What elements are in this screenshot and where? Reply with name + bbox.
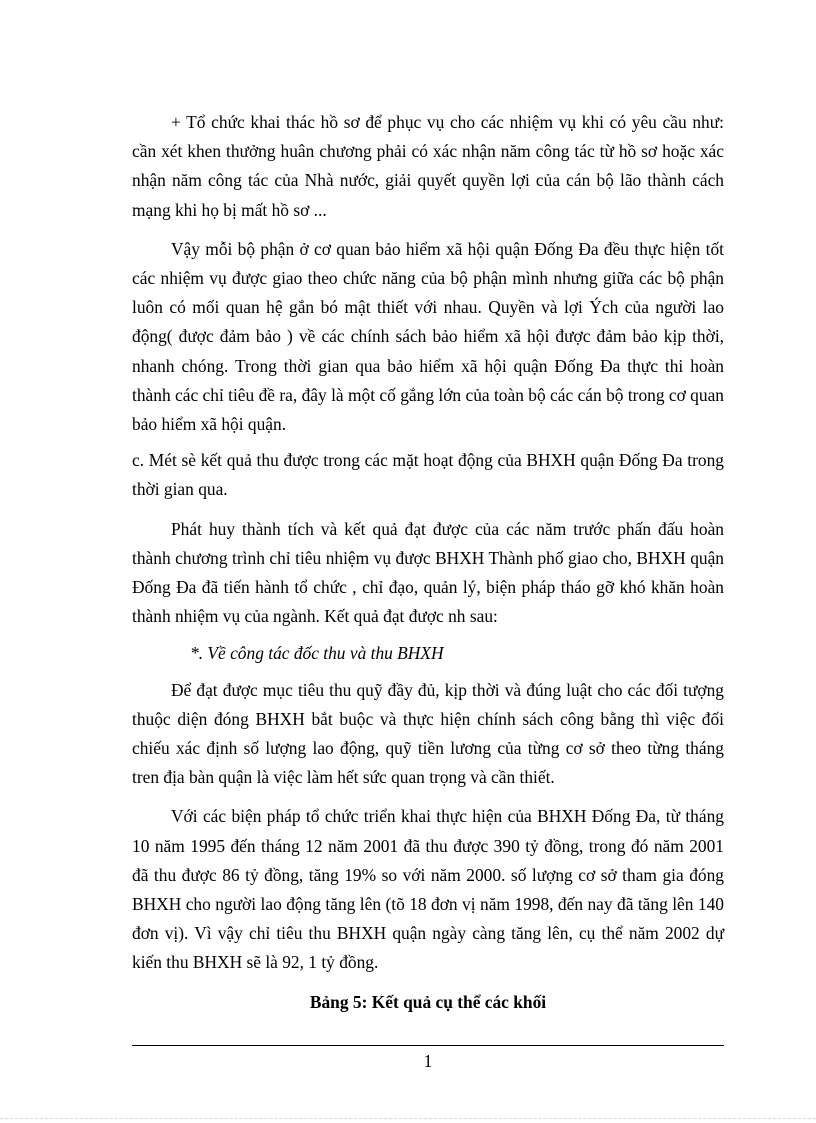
table-caption: Bảng 5: Kết quả cụ thể các khối	[309, 991, 547, 1012]
paragraph-achievements: Phát huy thành tích và kết quả đạt được của các năm trước phấn đấu hoàn thành chương trình chỉ tiêu nhiệm vụ được BHXH Thành phố giao cho, BHXH quận Đống Đa đã tiến hành tổ chức , chỉ đạo, quản lý, biện pháp tháo gỡ khó khăn hoàn thành nhiệm vụ của ngành. Kết quả đạt được nh sau:	[132, 518, 724, 627]
subsection-heading-collection: *. Về công tác đốc thu và thu BHXH	[190, 643, 444, 664]
paragraph-department-coordination: Vậy mỗi bộ phận ở cơ quan bảo hiểm xã hội quận Đống Đa đều thực hiện tốt các nhiệm vụ được giao theo chức năng của bộ phận mình nhưng giữa các bộ phận luôn có mối quan hệ gắn bó mật thiết với nhau. Quyền và lợi Ých của người lao động( được đảm bảo ) về các chính sách bảo hiểm xã hội được đảm bảo kịp thời, nhanh chóng. Trong thời gian qua bảo hiểm xã hội quận Đống Đa thực thi hoàn thành các chỉ tiêu đề ra, đây là một cố gắng lớn của toàn bộ các cán bộ trong cơ quan bảo hiểm xã hội quận.	[132, 238, 724, 435]
page-number: 1	[423, 1051, 433, 1071]
paragraph-archive-exploitation: + Tổ chức khai thác hồ sơ để phục vụ cho các nhiệm vụ khi có yêu cầu như: cần xét khen thưởng huân chương phải có xác nhận năm công tác từ hồ sơ hoặc xác nhận năm công tác của Nhà nước, giải quyết quyền lợi của cán bộ lão thành cách mạng khi họ bị mất hồ sơ ...	[132, 112, 724, 220]
paragraph-collection-results: Với các biện pháp tổ chức triển khai thực hiện của BHXH Đống Đa, từ tháng 10 năm 1995 đến tháng 12 năm 2001 đã thu được 390 tỷ đồng, trong đó năm 2001 đã thu được 86 tỷ đồng, tăng 19% so với năm 2000. số lượng cơ sở tham gia đóng BHXH cho người lao động tăng lên (tõ 18 đơn vị năm 1998, đến nay đã tăng lên 140 đơn vị). Vì vậy chỉ tiêu thu BHXH quận ngày càng tăng lên, cụ thể năm 2002 dự kiến thu BHXH sẽ là 92, 1 tỷ đồng.	[132, 806, 724, 973]
page-body	[132, 108, 724, 1017]
paragraph-collection-goals: Để đạt được mục tiêu thu quỹ đầy đủ, kịp thời và đúng luật cho các đối tượng thuộc diện đóng BHXH bắt buộc và thực hiện chính sách công bằng thì việc đối chiếu xác định số lượng lao động, quỹ tiền lương của từng cơ sở theo từng tháng tren địa bàn quận là việc làm hết sức quan trọng và cần thiết.	[132, 679, 724, 788]
section-heading-results: c. Mét sè kết quả thu được trong các mặt hoạt động của BHXH quận Đống Đa trong thời gian qua.	[132, 450, 724, 500]
footer-divider	[132, 1045, 724, 1046]
page-bottom-edge	[0, 1118, 816, 1119]
